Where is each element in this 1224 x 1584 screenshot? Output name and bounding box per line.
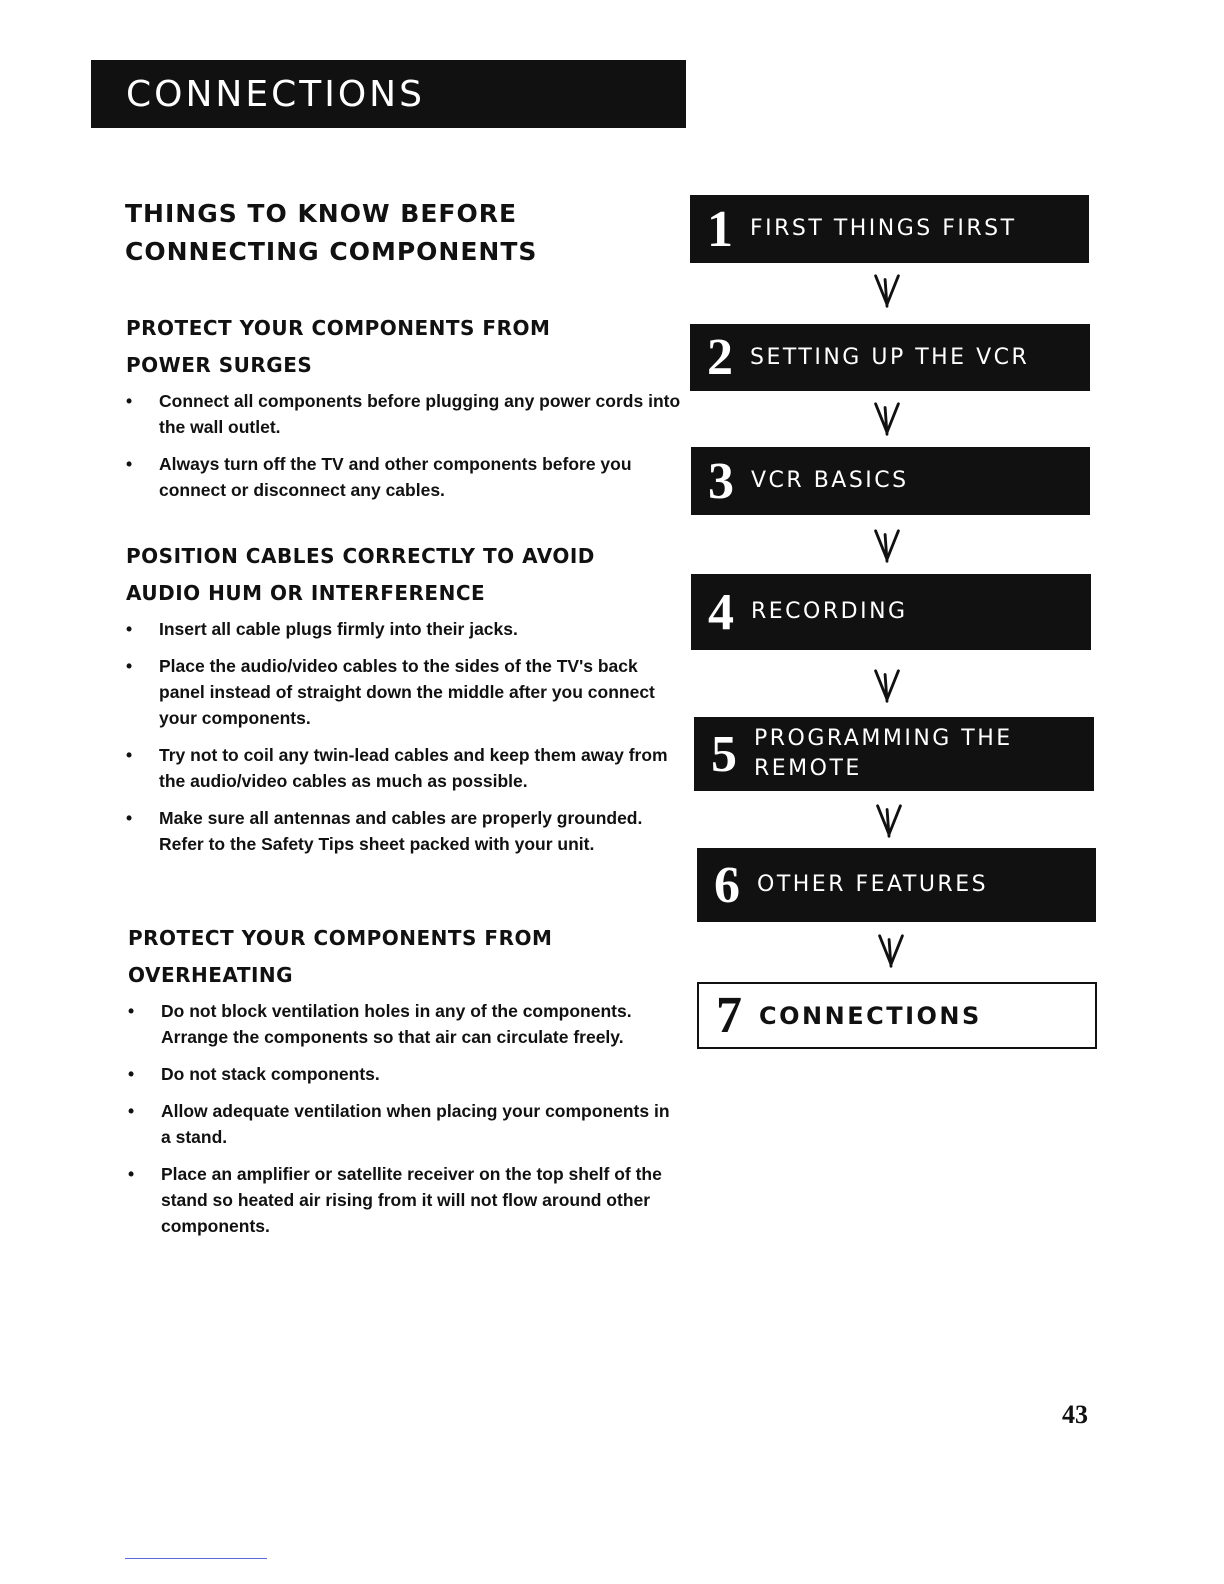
bullet-item: • Place an amplifier or satellite receiver on the top shelf of the stand so heated air rising from it will not flow around other components.: [128, 1161, 673, 1239]
step-label: RECORDING: [751, 599, 908, 624]
bullet-item: • Connect all components before plugging any power cords into the wall outlet.: [126, 388, 686, 440]
bullet-item: • Always turn off the TV and other components before you connect or disconnect any cables.: [126, 451, 686, 503]
arrow-down-icon: [872, 400, 902, 438]
section-heading-line-2: AUDIO HUM OR INTERFERENCE: [126, 581, 486, 605]
bullet-item: • Allow adequate ventilation when placing your components in a stand.: [128, 1098, 673, 1150]
step-label: OTHER FEATURES: [757, 872, 989, 897]
arrow-down-icon: [874, 802, 904, 840]
step-label: [754, 724, 1013, 784]
bullet-item: • Try not to coil any twin-lead cables and keep them away from the audio/video cables as much as possible.: [126, 742, 671, 794]
arrow-down-icon: [876, 932, 906, 970]
step-label: FIRST THINGS FIRST: [750, 216, 1017, 241]
page-title-line-2: CONNECTING COMPONENTS: [125, 237, 538, 266]
section-heading: [126, 310, 686, 384]
section-heading: [128, 920, 673, 994]
step-number: 4: [708, 583, 734, 641]
section-header: [91, 60, 686, 128]
step-4-recording: [691, 574, 1091, 650]
page-title: [125, 195, 645, 271]
page-number: 43: [1062, 1400, 1088, 1429]
step-label: VCR BASICS: [751, 468, 909, 493]
section-cable-position: [126, 538, 671, 868]
step-label: SETTING UP THE VCR: [750, 344, 1030, 370]
step-label-line-2: REMOTE: [754, 756, 862, 781]
step-5-programming-the-remote: [694, 717, 1094, 791]
step-label-line-1: PROGRAMMING THE: [754, 726, 1013, 751]
arrow-down-icon: [872, 272, 902, 310]
page-title-line-1: THINGS TO KNOW BEFORE: [125, 199, 518, 228]
section-heading-line-2: POWER SURGES: [126, 353, 313, 377]
bullet-item: • Insert all cable plugs firmly into their jacks.: [126, 616, 671, 642]
bullet-item: • Make sure all antennas and cables are properly grounded. Refer to the Safety Tips sheet packed with your unit.: [126, 805, 671, 857]
bullet-item: • Place the audio/video cables to the sides of the TV's back panel instead of straight down the middle after you connect your components.: [126, 653, 671, 731]
step-7-connections-current: [697, 982, 1097, 1049]
bullet-list: [126, 616, 671, 857]
step-number: 1: [707, 200, 733, 258]
bullet-item: • Do not stack components.: [128, 1061, 673, 1087]
step-2-setting-up-the-vcr: [690, 324, 1090, 391]
section-heading-line-1: PROTECT YOUR COMPONENTS FROM: [126, 316, 551, 340]
section-heading-line-1: PROTECT YOUR COMPONENTS FROM: [128, 926, 553, 950]
footnote-divider: [125, 1558, 267, 1559]
section-heading-line-2: OVERHEATING: [128, 963, 294, 987]
step-number: 2: [707, 329, 733, 386]
step-number: 7: [716, 987, 742, 1044]
arrow-down-icon: [872, 667, 902, 705]
bullet-list: [128, 998, 673, 1239]
step-number: 3: [708, 452, 734, 510]
section-header-title: CONNECTIONS: [126, 73, 425, 115]
step-label: CONNECTIONS: [759, 1001, 982, 1030]
section-heading: [126, 538, 671, 612]
section-power-surges: [126, 310, 686, 514]
step-3-vcr-basics: [691, 447, 1090, 515]
section-heading-line-1: POSITION CABLES CORRECTLY TO AVOID: [126, 544, 595, 568]
step-number: 6: [714, 856, 740, 914]
step-1-first-things-first: [690, 195, 1089, 263]
step-number: 5: [711, 725, 737, 783]
step-6-other-features: [697, 848, 1096, 922]
section-overheating: [128, 920, 673, 1250]
bullet-list: [126, 388, 686, 503]
arrow-down-icon: [872, 527, 902, 565]
bullet-item: • Do not block ventilation holes in any of the components. Arrange the components so that air can circulate freely.: [128, 998, 673, 1050]
